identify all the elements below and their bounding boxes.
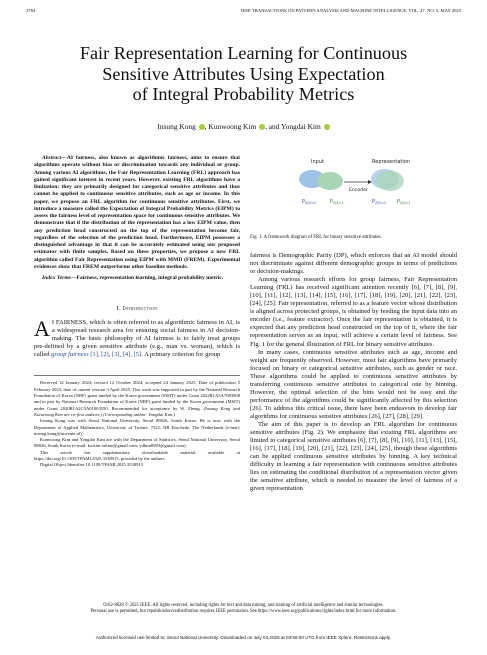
paper-title [40, 43, 447, 105]
footnote-affil-2: Kunwoong Kim and Yongdai Kim are with the Department of Statistics, Seoul National University, Seoul 08826, South Korea (e-mail: kwkim.online@gmail.com; ydkim0903@gmail.com). [34, 437, 240, 449]
author-3: and Yongdai Kim [268, 122, 321, 131]
representation-label: Representation [372, 159, 410, 165]
running-header [26, 8, 461, 13]
right-body [250, 252, 457, 493]
abstract [34, 155, 240, 271]
section-name: Introduction [122, 305, 158, 313]
svg-text:PX|S=1: $P_{X|S=1}$ [330, 199, 344, 206]
svg-text:PZ|S=1: $P_{Z|S=1}$ [397, 199, 411, 206]
intro-text: which is often referred to as algorithmic fairness in AI, is a widespread research area for ensuring social fairness in AI decision-making. The basic philosophy of AI fairness is to fairly treat groups pre-defined by a given sensitive attribute (e.g., man vs. woman), which is called [34, 319, 240, 359]
encoder-label: Encoder [349, 188, 368, 193]
drop-cap: A [34, 316, 50, 342]
license-footer: Authorized licensed use limited to: Seoul National University. Downloaded on July 04,2025 at 03:58:00 UTC from IEEE Xplore. Restrictions apply. [95, 635, 392, 640]
footnote-supplement: This article has supplementary downloadable material available at https://doi.org/10.1109/TPAMI.2025.3538915, provided by the authors. [34, 449, 240, 462]
svg-text:PZ|S=0: $P_{Z|S=0}$ [372, 199, 386, 206]
left-column [34, 155, 240, 469]
input-dist-1 [317, 172, 343, 190]
abstract-label: Abstract— [42, 155, 67, 161]
paragraph: The aim of this paper is to develop an FRL algorithm for continuous sensitive attributes (Fig. 2). We emphasize that existing FRL algorithms are limited to categorical sensitive attributes [6], [7], [8], [9], [10], [11], [13], [15], [16], [17], [18], [19], [20], [21], [22], [23], [24], [25], though these algorithms can be applied continuous sensitive attributes by binning. A key technical difficulty in learning a fair representation with continuous sensitive attributes lies on estimating the conditional distribution of a representation vector given the sensitive attribute, which is needed to measure the level of fairness of a given representation [250, 420, 457, 493]
title-line-3: of Integral Probability Metrics [132, 84, 355, 104]
frl-diagram [250, 155, 457, 231]
page-number: 3784 [26, 8, 36, 13]
paragraph: In many cases, continuous sensitive attributes such as age, income and weight are frequently observed. However, most fair algorithms have primarily focused on binary or categorical sensitive attributes, such as gender or race. These algorithms could be applied to continuous sensitive attributes by transferring continuous sensitive attributes to categorical one by binning. However, the optimal selection of the bins would not be easy and the performance of the algorithms could be significantly affected by this selection [26]. To address this critical issue, there have been endeavors to develop fair algorithms for continuous sensitive attributes [26], [27], [28], [29]. [250, 348, 457, 420]
intro-text-end: . A primary criterion for group [141, 351, 221, 359]
citation-links[interactable]: [1], [2], [3], [4], [5] [88, 351, 142, 359]
index-terms [34, 275, 240, 282]
author-list [40, 122, 447, 131]
copyright-line-1: 0162-8828 © 2025 IEEE. All rights reserved, including rights for text and data mining, and training of artificial intelligence and similar technologies. [103, 603, 384, 608]
title-line-2: Sensitive Attributes Using Expectation [102, 63, 385, 84]
footnote [34, 375, 240, 468]
svg-text:PX|S=0: $P_{X|S=0}$ [302, 199, 316, 206]
figure-1 [250, 155, 457, 231]
author-2: Kunwoong Kim [208, 122, 257, 131]
paragraph: fairness is Demographic Parity (DP), which enforces that an AI model should not discriminate against different demographic groups in terms of predictions or decision-makings. [250, 252, 457, 276]
author-sep: , [265, 122, 267, 131]
intro-paragraph [34, 316, 240, 359]
copyright-line-2: Personal use is permitted, but republication/redistribution requires IEEE permission. See https://www.ieee.org/publications/rights/index.html for more information. [90, 609, 397, 615]
section-heading [34, 305, 240, 312]
intro-cap: I FAIRNESS, [51, 319, 88, 327]
copyright-notice [26, 603, 461, 616]
index-terms-label: Index Terms— [42, 275, 77, 281]
input-label: Input [311, 159, 324, 165]
index-terms-text: Fairness, representation learning, integral probability metric. [76, 275, 224, 281]
figure-number: Fig. 1. [250, 235, 263, 240]
footnote-received: Received 12 January 2024; revised 12 October 2024; accepted 24 January 2025. Date of publication 5 February 2025; date of current version 3 April 2025. This work was supported in part by the National Research Foundation of Korea (NRF) grant funded by the Korea government (MSIT) under Grant 2022R1A5A7083908 and in part by National Research Foundation of Korea (NRF) grant funded by the Korea government (MSIT) under Grant 2020R1A2C3A01003550. Recommended for acceptance by W. Zheng. (Insung Kong and Kunwoong Kim are co-first authors.) (Corresponding author: Yongdai Kim.) [34, 380, 240, 417]
footnote-doi: Digital Object Identifier 10.1109/TPAMI.2025.3538915 [40, 462, 144, 468]
orcid-icon[interactable] [324, 124, 330, 130]
author-1: Insung Kong [157, 122, 196, 131]
footnote-affil-1: Insung Kong was with Seoul National University, Seoul 08826, South Korea. He is now with the Department of Applied Mathematics, University of Twente, 7522, NB Enschede, The Netherlands (e-mail: insung.kong@utwente.nl). [34, 418, 240, 436]
right-column [250, 155, 457, 493]
abstract-text: AI fairness, also known as algorithmic fairness, aims to ensure that algorithms operate without bias or discrimination towards any individual or group. Among various AI algorithms, the Fair Representation Learning (FRL) approach has gained significant interest in recent years. However, existing FRL algorithms have a limitation: they are primarily designed for categorical sensitive attributes and thus cannot be applied to continuous sensitive attributes, such as age or income. In this paper, we propose an FRL algorithm for continuous sensitive attributes. First, we introduce a measure called the Expectation of Integral Probability Metrics (EIPM) to assess the fairness level of representation space for continuous sensitive attributes. We demonstrate that if the distribution of the representation has a low EIPM value, then any prediction head constructed on the top of the representation become fair, regardless of the selection of the prediction head. Furthermore, EIPM possesses a distinguished advantage in that it can be accurately estimated using our proposed estimator with finite samples. Based on these properties, we propose a new FRL algorithm called Fair Representation using EIPM with MMD (FREM). Experimental evidences show that FREM outperforms other baseline methods. [34, 155, 240, 270]
group-fairness-term: group fairness [51, 351, 89, 359]
figure-caption-text: A framework diagram of FRL for binary sensitive attributes. [263, 235, 382, 240]
paragraph: Among various research efforts for group fairness, Fair Representation Learning (FRL) has received significant attention recently [6], [7], [8], [9], [10], [11], [12], [13], [14], [15], [16], [17], [18], [19], [20], [21], [22], [23], [24], [25]. Fair representation, referred to as a feature vector whose distribution is aligned across protected groups, is obtained by feeding the input data into an encoder (i.e., feature extractor). Once the fair representation is obtained, it is expected that any prediction head constructed on the top of it, where the fair representation serves as an input, will achieve a certain level of fairness. See Fig. 1 for the general illustration of FRL for binary sensitive attributes. [250, 276, 457, 348]
rep-dist-1 [376, 171, 404, 191]
title-line-1: Fair Representation Learning for Continuous [79, 43, 408, 63]
journal-name: IEEE TRANSACTIONS ON PATTERN ANALYSIS AND MACHINE INTELLIGENCE, VOL. 47, NO. 5, MAY 2025 [240, 8, 461, 13]
figure-caption [250, 235, 457, 241]
section-number: I. [116, 305, 121, 313]
author-sep: , [204, 122, 207, 131]
